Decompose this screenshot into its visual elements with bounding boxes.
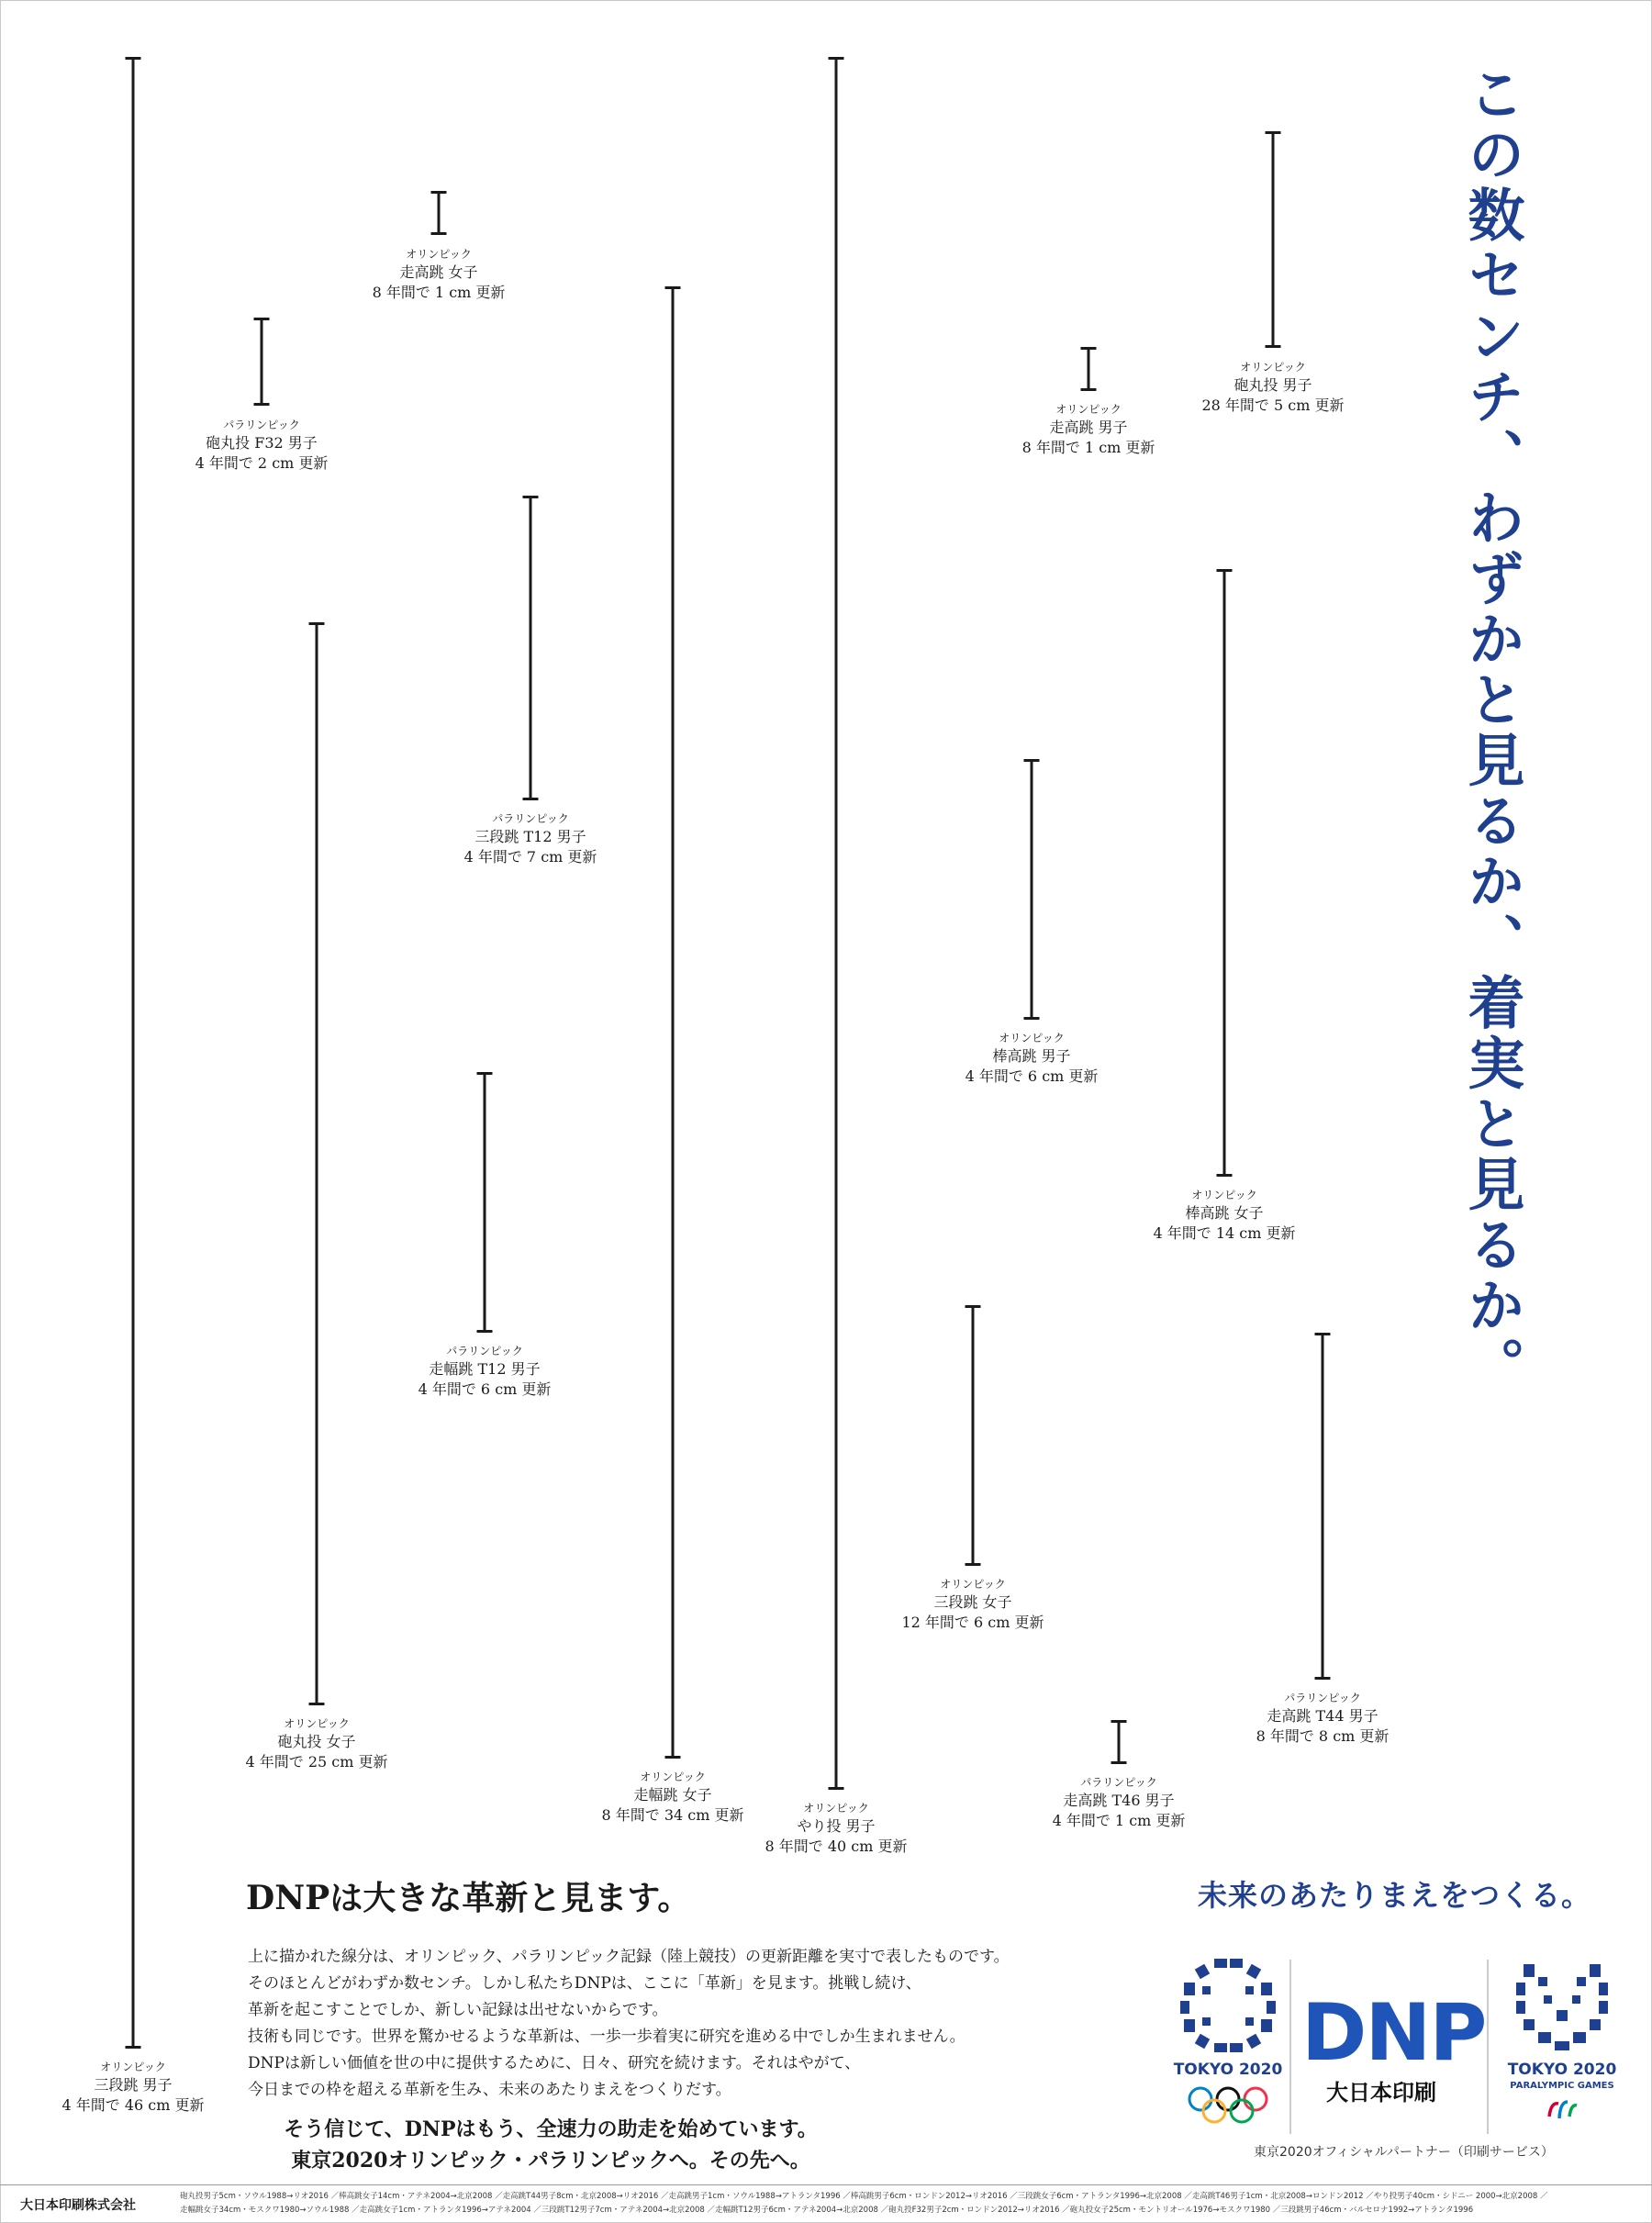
record-value: 8 年間で 1 cm 更新: [1021, 439, 1155, 456]
record-event: 三段跳 T12 男子: [474, 828, 586, 845]
footer-note-line: 走幅跳女子34cm・モスクワ1980→ソウル1988 ／走高跳女子1cm・アトランタ1996→アテネ2004 ／三段跳T12男子7cm・アテネ2004→北京2008 ／走幅跳T12男子6cm・アテネ2004→北京2008 ／砲丸投F32男子2cm・ロンドン2012→リオ2016 ／砲丸投女子25cm・モントリオール1976→モスクワ1980 ／三段跳男子46cm・バルセロナ1992→アトランタ1996: [180, 2206, 1474, 2215]
record-label: [301, 246, 576, 303]
record-category: オリンピック: [1240, 361, 1306, 374]
record-value: 4 年間で 6 cm 更新: [418, 1380, 552, 1398]
record-segment: [1223, 569, 1226, 1177]
record-label: [1185, 1690, 1460, 1747]
record-category: オリンピック: [1055, 403, 1122, 416]
record-label: [393, 810, 668, 867]
body-copy: [248, 1944, 1074, 2104]
record-event: やり投 男子: [797, 1817, 876, 1835]
body-line: 技術も同じです。世界を驚かせるような革新は、一歩一歩着実に研究を進める中でしか生まれません。: [248, 2028, 966, 2046]
record-category: オリンピック: [284, 1717, 350, 1730]
body-line: そのほとんどがわずか数センチ。しかし私たちDNPは、ここに「革新」を見ます。挑戦し続け、: [248, 1974, 921, 1993]
record-category: オリンピック: [1191, 1189, 1257, 1201]
record-label: [981, 1774, 1256, 1831]
record-event: 走幅跳 女子: [633, 1786, 712, 1804]
paralympic-games-label: PARALYMPIC GAMES: [1510, 2081, 1614, 2091]
closing-line: 東京2020オリンピック・パラリンピックへ。その先へ。: [291, 2149, 810, 2173]
record-category: オリンピック: [406, 248, 472, 261]
logo-divider: [1487, 1960, 1489, 2134]
record-segment: [1322, 1333, 1324, 1680]
record-category: パラリンピック: [223, 419, 300, 431]
body-line: DNPは新しい価値を世の中に提供するために、日々、研究を続けます。それはやがて、: [248, 2054, 861, 2072]
record-segment: [835, 57, 838, 1790]
record-event: 走幅跳 T12 男子: [429, 1360, 541, 1378]
record-category: オリンピック: [640, 1771, 706, 1783]
record-segment: [1272, 131, 1275, 348]
body-line: 上に描かれた線分は、オリンピック、パラリンピック記録（陸上競技）の更新距離を実寸で表したものです。: [248, 1948, 1010, 1966]
agitos-icon: [1544, 2096, 1580, 2124]
record-label: [347, 1343, 622, 1400]
record-segment: [132, 57, 135, 2049]
record-segment: [261, 318, 263, 406]
tokyo2020-olympic-emblem: [1164, 1955, 1292, 2056]
record-event: 走高跳 T46 男子: [1063, 1792, 1175, 1809]
record-label: [124, 417, 399, 474]
closing-copy: [184, 2114, 918, 2176]
record-label: [1087, 1187, 1362, 1244]
olympic-emblem-label: TOKYO 2020: [1173, 2061, 1283, 2079]
record-category: オリンピック: [100, 2061, 166, 2073]
record-value: 12 年間で 6 cm 更新: [901, 1614, 1044, 1631]
record-segment: [1031, 759, 1033, 1020]
paralympic-emblem-label: TOKYO 2020: [1507, 2061, 1617, 2079]
record-event: 走高跳 T44 男子: [1267, 1707, 1379, 1725]
record-value: 4 年間で 46 cm 更新: [61, 2096, 205, 2114]
record-event: 砲丸投 男子: [1233, 376, 1312, 394]
record-segment: [1088, 347, 1090, 391]
tokyo2020-paralympic-emblem: [1498, 1955, 1626, 2056]
record-segment: [484, 1072, 486, 1333]
record-segment: [972, 1305, 975, 1566]
record-event: 砲丸投 女子: [277, 1733, 356, 1750]
record-event: 三段跳 男子: [94, 2076, 173, 2094]
footer-record-notes: [180, 2190, 1639, 2217]
record-label: [835, 1576, 1111, 1633]
footer-rule: [0, 2184, 1652, 2185]
record-value: 4 年間で 25 cm 更新: [245, 1753, 388, 1771]
headline: この数センチ、わずかと見るか、着実と見るか。: [1458, 64, 1525, 1397]
record-segment: [1118, 1720, 1121, 1764]
body-line: 革新を起こすことでしか、新しい記録は出せないからです。: [248, 2001, 668, 2019]
record-category: パラリンピック: [492, 812, 569, 825]
record-value: 28 年間で 5 cm 更新: [1201, 397, 1345, 414]
record-category: パラリンピック: [1284, 1692, 1361, 1704]
record-category: オリンピック: [803, 1802, 869, 1815]
record-segment: [530, 496, 532, 800]
record-event: 棒高跳 男子: [992, 1047, 1071, 1065]
record-label: [1135, 359, 1411, 416]
closing-line: そう信じて、DNPはもう、全速力の助走を始めています。: [284, 2117, 818, 2141]
olympic-rings-icon: [1184, 2085, 1272, 2126]
record-event: 走高跳 男子: [1049, 419, 1128, 436]
record-value: 4 年間で 7 cm 更新: [463, 848, 597, 866]
dnp-company-name: 大日本印刷: [1326, 2080, 1436, 2106]
record-event: 三段跳 女子: [933, 1593, 1012, 1611]
record-value: 4 年間で 1 cm 更新: [1052, 1812, 1186, 1829]
record-event: 走高跳 女子: [399, 263, 478, 281]
record-value: 8 年間で 34 cm 更新: [601, 1806, 744, 1824]
record-value: 4 年間で 2 cm 更新: [195, 454, 329, 472]
record-category: パラリンピック: [446, 1345, 523, 1357]
record-value: 8 年間で 1 cm 更新: [372, 284, 506, 301]
brand-tagline: 未来のあたりまえをつくる。: [1198, 1878, 1592, 1913]
record-value: 4 年間で 14 cm 更新: [1153, 1224, 1296, 1242]
record-category: パラリンピック: [1080, 1776, 1157, 1789]
footer-company-name: 大日本印刷株式会社: [20, 2198, 136, 2213]
record-segment: [316, 622, 318, 1705]
record-label: [0, 2059, 271, 2116]
dnp-logo: DNP: [1301, 1987, 1486, 2079]
record-label: [698, 1800, 974, 1857]
sub-headline: DNPは大きな革新と見ます。: [246, 1879, 691, 1917]
record-value: 4 年間で 6 cm 更新: [965, 1067, 1099, 1085]
record-category: オリンピック: [999, 1032, 1065, 1044]
body-line: 今日までの枠を超える革新を生み、未来のあたりまえをつくりだす。: [248, 2081, 731, 2099]
record-value: 8 年間で 40 cm 更新: [765, 1838, 908, 1855]
footer-note-line: 砲丸投男子5cm・ソウル1988→リオ2016 ／棒高跳女子14cm・アテネ2004→北京2008 ／走高跳T44男子8cm・北京2008→リオ2016 ／走高跳男子1cm・ソウル1988→アトランタ1996 ／棒高跳男子6cm・ロンドン2012→リオ2016 ／三段跳女子6cm・アトランタ1996→北京2008 ／走高跳T46男子1cm・北京2008→ロンドン2012 ／やり投男子40cm・シドニー 2000→北京2008 ／: [180, 2192, 1548, 2201]
record-value: 8 年間で 8 cm 更新: [1256, 1727, 1390, 1745]
record-event: 砲丸投 F32 男子: [206, 434, 318, 452]
official-partner-label: 東京2020オフィシャルパートナー（印刷サービス）: [1254, 2145, 1554, 2160]
record-label: [179, 1715, 454, 1772]
record-label: [894, 1030, 1169, 1087]
record-event: 棒高跳 女子: [1185, 1204, 1264, 1222]
record-segment: [438, 191, 441, 235]
logo-divider: [1289, 1960, 1291, 2134]
record-category: オリンピック: [940, 1578, 1006, 1591]
record-segment: [672, 286, 675, 1759]
